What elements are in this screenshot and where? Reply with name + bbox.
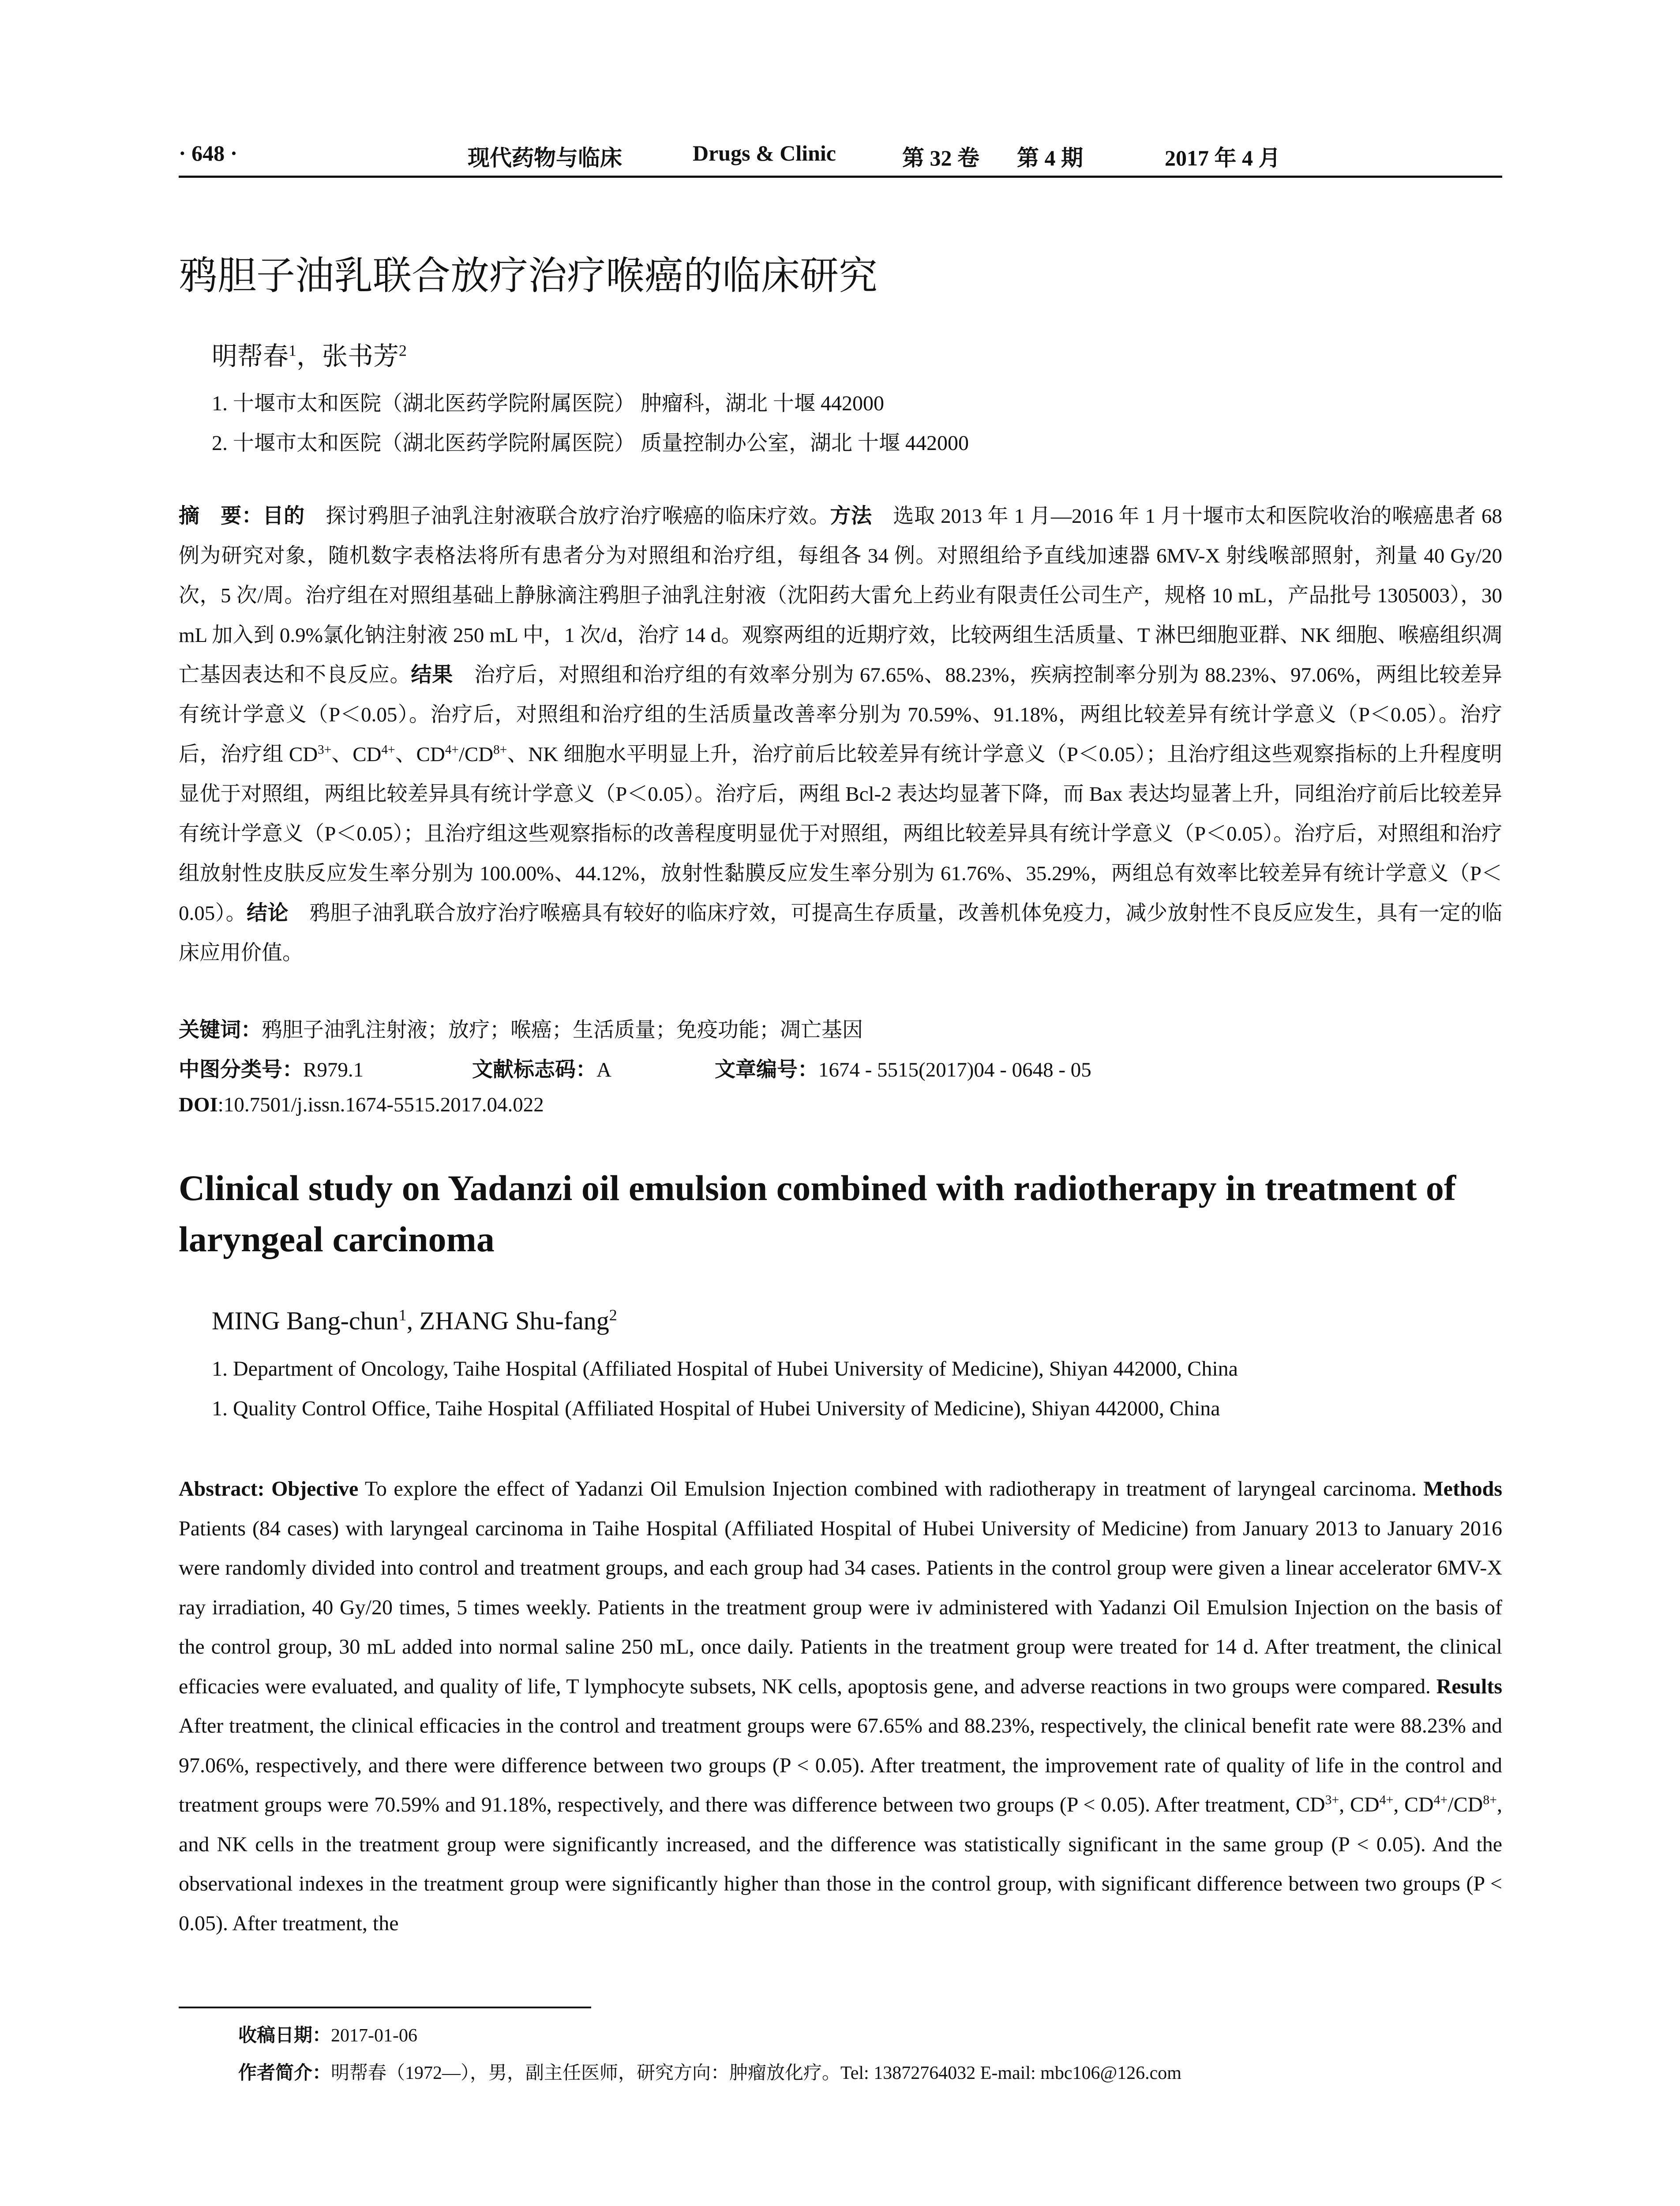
clc-label: 中图分类号： [179, 1058, 303, 1082]
results-text: 、CD [331, 743, 382, 766]
affiliation-en-2: 1. Quality Control Office, Taihe Hospital (Affiliated Hospital of Hubei University of Medicine), Shiyan 442000, China [212, 1397, 1220, 1420]
superscript: 3+ [318, 743, 332, 757]
articleno-label: 文章编号： [715, 1058, 818, 1082]
author-name: ZHANG Shu-fang [419, 1306, 609, 1335]
affiliation-marker: 2 [609, 1306, 617, 1324]
superscript: 4+ [445, 743, 459, 757]
articleno-field [715, 1053, 1091, 1083]
conclusion-text: 鸦胆子油乳联合放疗治疗喉癌具有较好的临床疗效，可提高生存质量，改善机体免疫力，减少放射性不良反应发生，具有一定的临床应用价值。 [179, 902, 1503, 964]
abstract-cn [179, 496, 1502, 973]
abstract-label: Abstract: Objective [179, 1477, 359, 1501]
doccode-field [472, 1053, 611, 1083]
affiliation-marker: 2 [399, 341, 407, 360]
classification-row [179, 1053, 1502, 1080]
superscript: 4+ [1433, 1793, 1448, 1807]
journal-name-en: Drugs & Clinic [693, 141, 836, 165]
results-text: 、NK 细胞水平明显上升，治疗前后比较差异有统计学意义（P＜0.05）；且治疗组这些观察指标的上升程度明显优于对照组，两组比较差异具有统计学意义（P＜0.05）。治疗后，两组 Bcl-2 表达均显著下降，而 Bax 表达均显著上升，同组治疗前后比较差异有统计学意义（P＜0.05）；且治疗组这些观察指标的改善程度明显优于对照组，两组比较差异具有统计学意义（P＜0.05）。治疗后，对照组和治疗组放射性皮肤反应发生率分别为 100.00%、44.12%，放射性黏膜反应发生率分别为 61.76%、35.29%，两组总有效率比较差异有统计学意义（P＜0.05）。 [179, 743, 1502, 925]
keywords-text: 鸦胆子油乳注射液；放疗；喉癌；生活质量；免疫功能；凋亡基因 [262, 1019, 863, 1042]
methods-label: Methods [1423, 1477, 1502, 1501]
results-text: , CD [1393, 1793, 1434, 1816]
affiliation-cn-2: 2. 十堰市太和医院（湖北医药学院附属医院） 质量控制办公室，湖北 十堰 442000 [212, 431, 969, 455]
affiliation-marker: 1 [398, 1306, 407, 1324]
results-label: 结果 [411, 663, 454, 687]
results-text: /CD [458, 743, 494, 766]
objective-label: 目的 [262, 504, 305, 528]
running-header [179, 140, 1502, 170]
methods-text: Patients (84 cases) with laryngeal carcinoma in Taihe Hospital (Affiliated Hospital of Hubei University of Medicine) from January 2013 to January 2016 were randomly divided into control and treatment groups, and each group had 34 cases. Patients in the control group were given a linear accelerator 6MV-X ray irradiation, 40 Gy/20 times, 5 times weekly. Patients in the treatment group were iv administered with Yadanzi Oil Emulsion Injection on the basis of the control group, 30 mL added into normal saline 250 mL, once daily. Patients in the treatment group were treated for 14 d. After treatment, the clinical efficacies were evaluated, and quality of life, T lymphocyte subsets, NK cells, apoptosis gene, and adverse reactions in two groups were compared. [179, 1516, 1502, 1698]
article-title-en: Clinical study on Yadanzi oil emulsion combined with radiotherapy in treatment of laryngeal carcinoma [179, 1168, 1456, 1259]
keywords-cn [179, 1013, 863, 1043]
results-text: , and NK cells in the treatment group were significantly increased, and the difference was statistically significant in the same group (P < 0.05). And the observational indexes in the treatment group were significantly higher than those in the control group, with significant difference between two groups (P < 0.05). After treatment, the [179, 1793, 1502, 1935]
page-number: · 648 · [179, 141, 238, 165]
abstract-en [179, 1469, 1502, 1943]
affiliation-cn-1: 1. 十堰市太和医院（湖北医药学院附属医院） 肿瘤科，湖北 十堰 442000 [212, 392, 885, 415]
objective-text: 探讨鸦胆子油乳注射液联合放疗治疗喉癌的临床疗效。 [304, 505, 830, 528]
bio-label: 作者简介： [238, 2062, 331, 2083]
issue: 第 4 期 [1017, 146, 1083, 170]
author-name: MING Bang-chun [212, 1306, 399, 1335]
header-rule [179, 176, 1502, 178]
bio-text: 明帮春（1972—），男，副主任医师，研究方向：肿瘤放化疗。Tel: 13872764032 E-mail: mbc106@126.com [331, 2063, 1181, 2083]
volume: 第 32 卷 [902, 146, 979, 170]
issue-date: 2017 年 4 月 [1165, 146, 1281, 170]
conclusion-label: 结论 [247, 901, 289, 925]
methods-label: 方法 [830, 504, 872, 528]
clc-field [179, 1053, 364, 1083]
footnote-received [238, 2021, 417, 2047]
article-title-cn: 鸦胆子油乳联合放疗治疗喉癌的临床研究 [179, 253, 878, 298]
author-separator: , [406, 1306, 420, 1335]
keywords-label: 关键词： [179, 1018, 262, 1042]
results-text: , CD [1339, 1793, 1380, 1816]
results-label: Results [1436, 1674, 1502, 1698]
footnote-author-bio [238, 2058, 1181, 2085]
doi-value: :10.7501/j.issn.1674-5515.2017.04.022 [218, 1093, 544, 1116]
doi-line [179, 1093, 544, 1117]
superscript: 3+ [1325, 1793, 1339, 1807]
doccode-label: 文献标志码： [472, 1058, 596, 1082]
articleno-value: 1674 - 5515(2017)04 - 0648 - 05 [818, 1058, 1091, 1081]
authors-cn [212, 335, 407, 372]
doccode-value: A [596, 1058, 611, 1081]
methods-text: 选取 2013 年 1 月—2016 年 1 月十堰市太和医院收治的喉癌患者 68 例为研究对象，随机数字表格法将所有患者分为对照组和治疗组，每组各 34 例。对照组给予直线加速器 6MV-X 射线喉部照射，剂量 40 Gy/20 次，5 次/周。治疗组在对照组基础上静脉滴注鸦胆子油乳注射液（沈阳药大雷允上药业有限责任公司生产，规格 10 mL，产品批号 1305003），30 mL 加入到 0.9%氯化钠注射液 250 mL 中，1 次/d，治疗 14 d。观察两组的近期疗效，比较两组生活质量、T 淋巴细胞亚群、NK 细胞、喉癌组织凋亡基因表达和不良反应。 [179, 505, 1503, 687]
results-text: /CD [1448, 1793, 1483, 1816]
author-name: 明帮春 [212, 342, 289, 371]
received-label: 收稿日期： [238, 2024, 331, 2046]
author-name: 张书芳 [322, 342, 399, 371]
affiliation-en-1: 1. Department of Oncology, Taihe Hospital (Affiliated Hospital of Hubei University of Medicine), Shiyan 442000, China [212, 1357, 1238, 1381]
superscript: 4+ [381, 743, 395, 757]
clc-value: R979.1 [303, 1058, 364, 1081]
superscript: 8+ [493, 743, 507, 757]
superscript: 8+ [1483, 1793, 1497, 1807]
results-text: 、CD [395, 743, 445, 766]
superscript: 4+ [1379, 1793, 1394, 1807]
footnote-rule [179, 2007, 591, 2008]
journal-name-cn: 现代药物与临床 [468, 146, 622, 170]
doi-label: DOI [179, 1093, 218, 1116]
affiliation-marker: 1 [289, 341, 296, 360]
authors-en [212, 1306, 617, 1336]
author-separator: ， [296, 342, 322, 371]
abstract-label: 摘 要： [179, 504, 263, 528]
results-text: 治疗后，对照组和治疗组的有效率分别为 67.65%、88.23%，疾病控制率分别为 88.23%、97.06%，两组比较差异有统计学意义（P＜0.05）。治疗后，对照组和治疗组的生活质量改善率分别为 70.59%、91.18%，两组比较差异有统计学意义（P＜0.05）。治疗后，治疗组 CD [179, 664, 1503, 766]
received-date: 2017-01-06 [331, 2026, 417, 2046]
objective-text: To explore the effect of Yadanzi Oil Emulsion Injection combined with radiotherapy in treatment of laryngeal carcinoma. [358, 1477, 1424, 1501]
results-text: After treatment, the clinical efficacies in the control and treatment groups were 67.65% and 88.23%, respectively, the clinical benefit rate were 88.23% and 97.06%, respectively, and there were difference between two groups (P < 0.05). After treatment, the improvement rate of quality of life in the control and treatment groups were 70.59% and 91.18%, respectively, and there was difference between two groups (P < 0.05). After treatment, CD [179, 1714, 1502, 1816]
